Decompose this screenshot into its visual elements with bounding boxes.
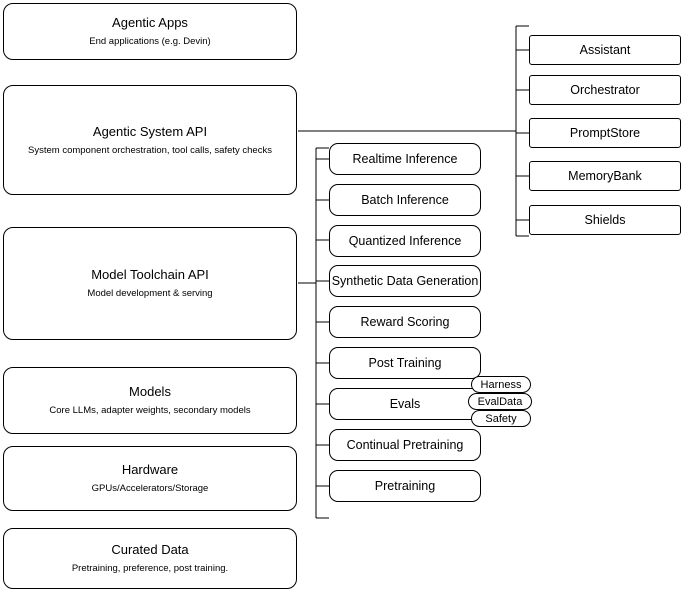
stack-box-title: Model Toolchain API xyxy=(91,267,209,282)
eval-tag-label: Safety xyxy=(485,412,517,425)
agentic-component-promptstore[interactable] xyxy=(529,118,681,148)
eval-tag-evaldata[interactable] xyxy=(468,393,532,410)
stack-box-model-toolchain-api[interactable] xyxy=(3,227,297,340)
agentic-component-label: Assistant xyxy=(579,43,631,57)
agentic-component-orchestrator[interactable] xyxy=(529,75,681,105)
eval-tag-label: Harness xyxy=(480,378,522,391)
toolchain-item-continual-pretraining[interactable] xyxy=(329,429,481,461)
stack-box-hardware[interactable] xyxy=(3,446,297,511)
toolchain-item-label: Synthetic Data Generation xyxy=(331,274,479,288)
agentic-component-shields[interactable] xyxy=(529,205,681,235)
toolchain-item-batch-inference[interactable] xyxy=(329,184,481,216)
stack-box-subtitle: Core LLMs, adapter weights, secondary models xyxy=(49,405,251,416)
eval-tag-harness[interactable] xyxy=(471,376,531,393)
toolchain-item-label: Evals xyxy=(389,397,421,411)
stack-box-title: Agentic System API xyxy=(92,123,208,139)
stack-box-subtitle: GPUs/Accelerators/Storage xyxy=(91,483,209,494)
eval-tag-safety[interactable] xyxy=(471,410,531,427)
stack-box-title: Hardware xyxy=(121,462,179,477)
toolchain-item-synthetic-data-generation[interactable] xyxy=(329,265,481,297)
toolchain-item-label: Quantized Inference xyxy=(348,234,462,248)
stack-box-title: Models xyxy=(129,384,171,399)
stack-box-agentic-apps[interactable] xyxy=(3,3,297,60)
toolchain-item-post-training[interactable] xyxy=(329,347,481,379)
stack-box-models[interactable] xyxy=(3,367,297,434)
stack-box-title: Agentic Apps xyxy=(112,15,188,30)
stack-box-title: Curated Data xyxy=(111,542,189,557)
stack-box-subtitle: System component orchestration, tool calls, safety checks xyxy=(28,144,272,156)
agentic-component-label: MemoryBank xyxy=(568,169,642,183)
toolchain-item-label: Reward Scoring xyxy=(360,315,450,329)
toolchain-item-label: Batch Inference xyxy=(361,193,449,207)
stack-box-subtitle: Model development & serving xyxy=(87,288,213,299)
toolchain-item-quantized-inference[interactable] xyxy=(329,225,481,257)
agentic-component-memorybank[interactable] xyxy=(529,161,681,191)
toolchain-item-pretraining[interactable] xyxy=(329,470,481,502)
toolchain-item-evals[interactable] xyxy=(329,388,481,420)
toolchain-item-label: Realtime Inference xyxy=(352,152,458,166)
toolchain-item-reward-scoring[interactable] xyxy=(329,306,481,338)
toolchain-item-label: Continual Pretraining xyxy=(346,438,464,452)
agentic-component-label: Shields xyxy=(584,213,626,227)
toolchain-item-label: Pretraining xyxy=(374,479,436,493)
eval-tag-label: EvalData xyxy=(477,395,523,408)
agentic-component-label: Orchestrator xyxy=(570,83,640,97)
agentic-component-assistant[interactable] xyxy=(529,35,681,65)
agentic-component-label: PromptStore xyxy=(569,126,641,140)
stack-box-subtitle: End applications (e.g. Devin) xyxy=(89,36,211,47)
toolchain-item-realtime-inference[interactable] xyxy=(329,143,481,175)
stack-box-curated-data[interactable] xyxy=(3,528,297,589)
stack-box-subtitle: Pretraining, preference, post training. xyxy=(71,563,229,574)
toolchain-item-label: Post Training xyxy=(368,356,442,370)
stack-box-agentic-system-api[interactable] xyxy=(3,85,297,195)
